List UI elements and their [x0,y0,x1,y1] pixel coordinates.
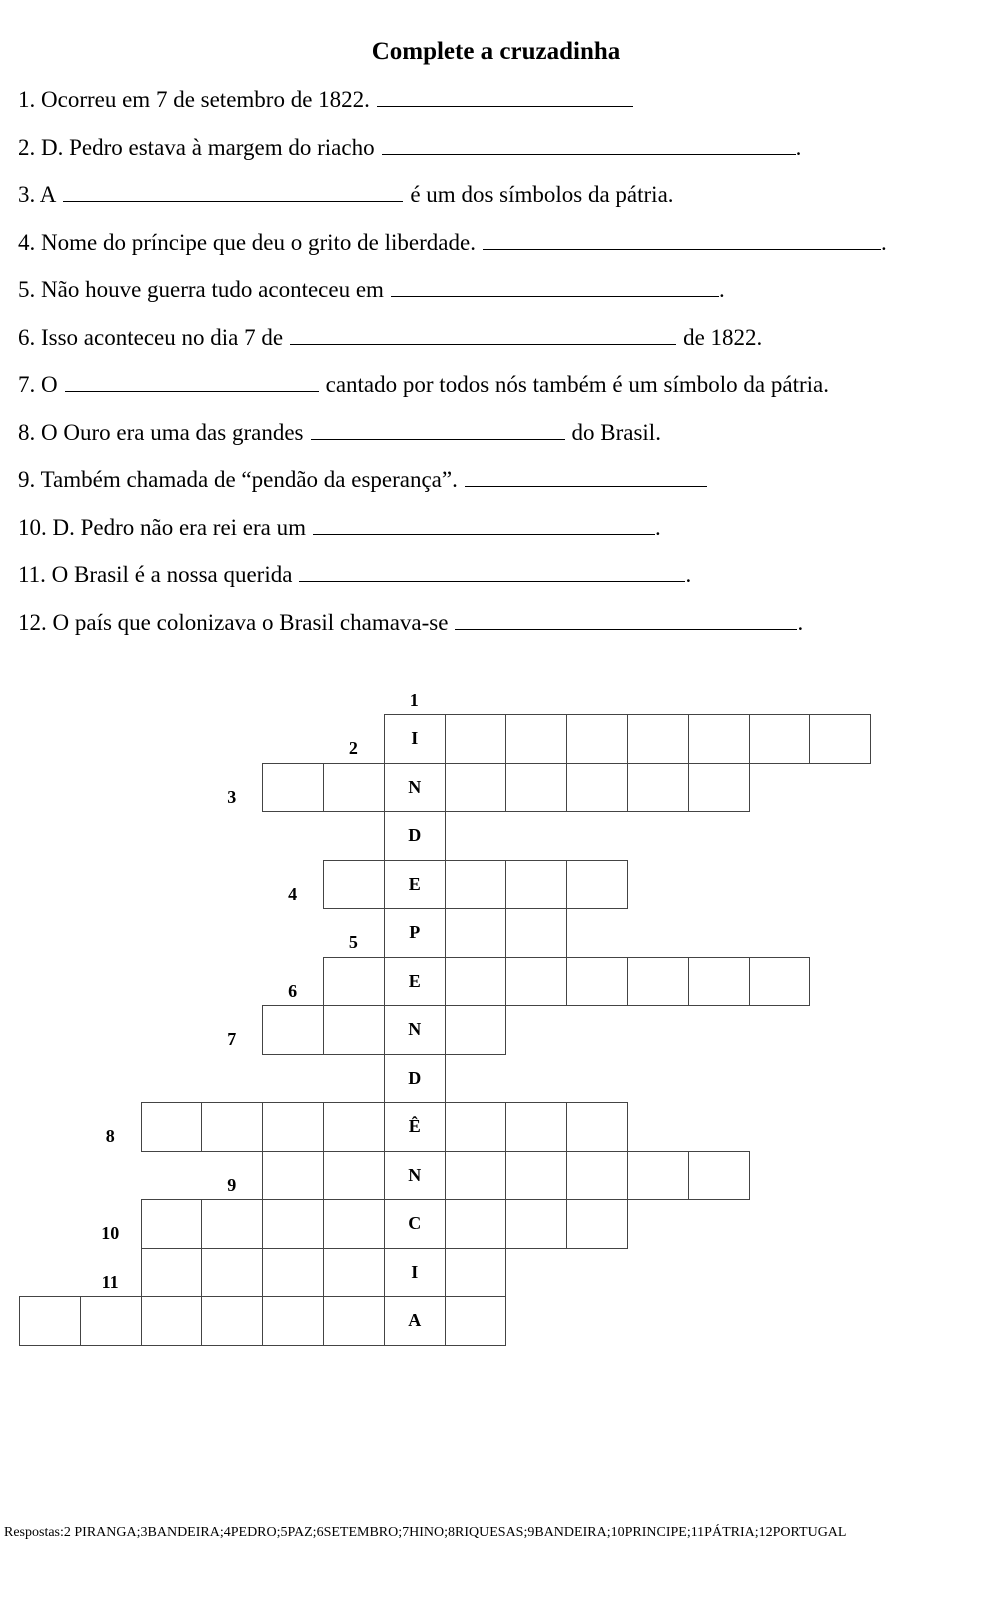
key-letter-cell[interactable]: A [384,1296,446,1346]
crossword-cell[interactable] [19,1296,81,1346]
crossword-cell[interactable] [445,957,507,1007]
crossword-cell[interactable] [445,1296,507,1346]
question-suffix: cantado por todos nós também é um símbolo da pátria. [325,372,829,397]
clue-number-vertical: 1 [409,690,419,710]
question-text: 7. O [18,372,58,397]
question-text: 9. Também chamada de “pendão da esperança”. [18,467,458,492]
crossword-cell[interactable] [262,1296,324,1346]
crossword-cell[interactable] [262,1151,324,1201]
crossword-cell[interactable] [445,1151,507,1201]
crossword-cell[interactable] [445,763,507,813]
question-suffix: . [685,562,692,587]
crossword-cell[interactable] [505,908,567,958]
crossword-cell[interactable] [323,763,385,813]
clue-number: 9 [227,1174,237,1195]
crossword-cell[interactable] [323,860,385,910]
crossword-cell[interactable] [445,1199,507,1249]
question-text: 1. Ocorreu em 7 de setembro de 1822. [18,87,370,112]
question-text: 2. D. Pedro estava à margem do riacho [18,135,375,160]
key-letter-cell[interactable]: I [384,714,446,764]
crossword-cell[interactable] [262,1199,324,1249]
question-text: 11. O Brasil é a nossa querida [18,562,293,587]
answer-key: Respostas:2 PIRANGA;3BANDEIRA;4PEDRO;5PAZ;6SETEMBRO;7HINO;8RIQUESAS;9BANDEIRA;10PRINCIPE;11PÁTRIA;12PORTUGAL [4,1525,847,1540]
crossword-cell[interactable] [323,1199,385,1249]
crossword-cell[interactable] [262,763,324,813]
crossword-cell[interactable] [445,1102,507,1152]
key-letter-cell[interactable]: E [384,860,446,910]
crossword-cell[interactable] [323,1005,385,1055]
crossword-cell[interactable] [201,1102,263,1152]
crossword-cell[interactable] [566,1151,628,1201]
clue-number: 3 [227,786,237,807]
crossword-cell[interactable] [749,714,811,764]
crossword-cell[interactable] [141,1199,203,1249]
key-letter-cell[interactable]: N [384,763,446,813]
key-letter-cell[interactable]: E [384,957,446,1007]
question-text: 6. Isso aconteceu no dia 7 de [18,325,284,350]
clue-number: 10 [101,1223,120,1243]
crossword-cell[interactable] [505,1102,567,1152]
key-letter-cell[interactable]: I [384,1248,446,1298]
crossword-cell[interactable] [323,1248,385,1298]
question-text: 5. Não houve guerra tudo aconteceu em [18,277,384,302]
key-letter-cell[interactable]: D [384,1054,446,1104]
key-letter-cell[interactable]: Ê [384,1102,446,1152]
question-suffix: do Brasil. [571,420,661,445]
key-letter-cell[interactable]: N [384,1005,446,1055]
crossword-cell[interactable] [445,908,507,958]
crossword-cell[interactable] [141,1102,203,1152]
crossword-cell[interactable] [688,763,750,813]
crossword-cell[interactable] [141,1296,203,1346]
crossword-cell[interactable] [566,714,628,764]
crossword-cell[interactable] [323,957,385,1007]
crossword-cell[interactable] [566,763,628,813]
question-suffix: . [880,230,887,255]
crossword-cell[interactable] [323,1296,385,1346]
crossword-cell[interactable] [566,1102,628,1152]
question-suffix: . [655,515,661,540]
question-text: 10. D. Pedro não era rei era um [18,515,307,540]
clue-number: 7 [227,1029,237,1049]
question-suffix: . [797,610,804,635]
crossword-cell[interactable] [505,1151,567,1201]
crossword-cell[interactable] [627,763,689,813]
question-suffix: . [795,135,802,160]
crossword-cell[interactable] [505,860,567,910]
crossword-cell[interactable] [445,1248,507,1298]
question-suffix: de 1822. [683,325,763,350]
clue-number: 5 [348,932,358,952]
crossword-cell[interactable] [688,1151,750,1201]
crossword-cell[interactable] [201,1248,263,1298]
key-letter-cell[interactable]: D [384,811,446,861]
crossword-cell[interactable] [505,763,567,813]
clue-number: 6 [288,980,298,1001]
crossword-cell[interactable] [445,714,507,764]
crossword-cell[interactable] [627,714,689,764]
crossword-cell[interactable] [80,1296,142,1346]
crossword-cell[interactable] [809,714,871,764]
page-title: Complete a cruzadinha [371,38,621,65]
crossword-cell[interactable] [262,1102,324,1152]
clue-number: 8 [105,1126,115,1146]
crossword-cell[interactable] [323,1151,385,1201]
crossword-cell[interactable] [262,1005,324,1055]
crossword-cell[interactable] [566,1199,628,1249]
question-text: 3. A [18,182,57,207]
key-letter-cell[interactable]: C [384,1199,446,1249]
clue-number: 2 [348,738,358,758]
crossword-cell[interactable] [201,1296,263,1346]
crossword-cell[interactable] [688,957,750,1007]
crossword-cell[interactable] [627,1151,689,1201]
crossword-cell[interactable] [201,1199,263,1249]
crossword-cell[interactable] [445,1005,507,1055]
crossword-cell[interactable] [566,957,628,1007]
question-suffix: é um dos símbolos da pátria. [410,182,674,207]
crossword-cell[interactable] [505,1199,567,1249]
crossword-cell[interactable] [749,957,811,1007]
question-text: 12. O país que colonizava o Brasil chamava-se [18,610,449,635]
crossword-cell[interactable] [688,714,750,764]
crossword-cell[interactable] [445,860,507,910]
key-letter-cell[interactable]: N [384,1151,446,1201]
crossword-cell[interactable] [505,957,567,1007]
clue-number: 11 [101,1271,119,1292]
crossword-cell[interactable] [566,860,628,910]
crossword-cell[interactable] [141,1248,203,1298]
crossword-cell[interactable] [627,957,689,1007]
crossword-cell[interactable] [505,714,567,764]
crossword-cell[interactable] [262,1248,324,1298]
crossword-cell[interactable] [323,1102,385,1152]
question-suffix: . [718,277,725,302]
question-text: 8. O Ouro era uma das grandes [18,420,304,445]
clue-number: 4 [288,883,298,904]
key-letter-cell[interactable]: P [384,908,446,958]
question-text: 4. Nome do príncipe que deu o grito de liberdade. [18,230,476,255]
